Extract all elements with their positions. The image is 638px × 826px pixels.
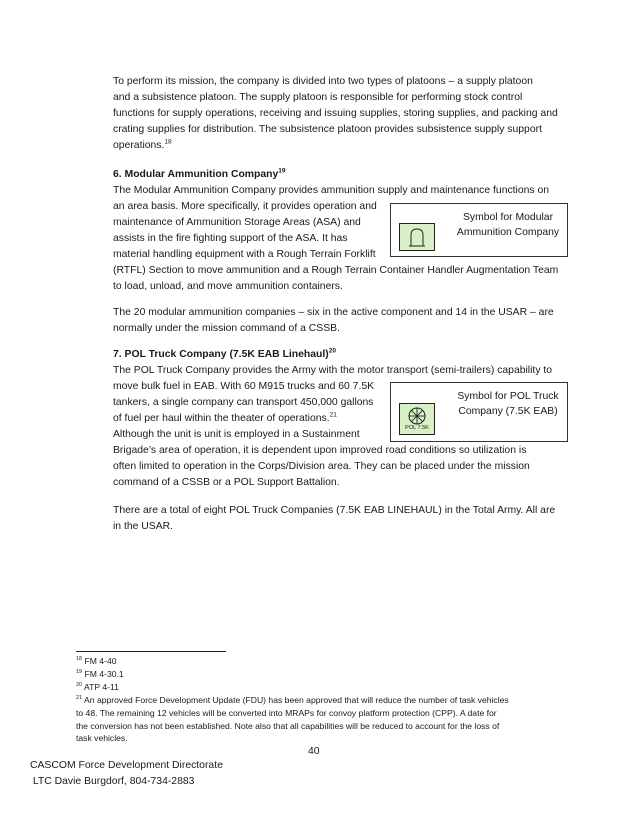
section6-line: material handling equipment with a Rough Terrain Forklift (113, 249, 376, 260)
text-line: operations.$^{18}$ (113, 138, 172, 151)
footer-contact: LTC Davie Burgdorf, 804-734-2883 (30, 776, 195, 787)
section7-line: of fuel per haul within the theater of operations.$^{21}$ (113, 411, 337, 424)
pol-truck-symbol-box (390, 382, 568, 442)
section7-line: often limited to operation in the Corps/Division area. They can be placed under the mission (113, 461, 530, 472)
footnote-separator (76, 651, 226, 652)
section6-line: assists in the fire fighting support of the ASA. It has (113, 233, 348, 244)
pol-symbol-text: POL 7.5K (405, 425, 429, 431)
text-line: and a subsistence platoon. The supply platoon is responsible for performing stock control (113, 92, 523, 103)
section6-line: an area basis. More specifically, it provides operation and (113, 201, 377, 212)
text-line: crating supplies for distribution. The subsistence platoon provides subsistence supply support (113, 124, 542, 135)
footnote-19: $^{19}$ FM 4-30.1 (76, 669, 124, 679)
ammunition-count-paragraph: The 20 modular ammunition companies – six in the active component and 14 in the USAR – are normally under the mission command of a CSSB. (113, 307, 554, 334)
modular-ammunition-symbol-box (390, 203, 568, 257)
section7-line: command of a CSSB or a POL Support Battalion. (113, 477, 340, 488)
footnote-ref[interactable]: 21 (329, 411, 337, 419)
section7-line: tankers, a single company can transport 450,000 gallons (113, 397, 374, 408)
section6-line: (RTFL) Section to move ammunition and a Rough Terrain Container Handler Augmentation Team (113, 265, 559, 276)
page-number: 40 (308, 746, 320, 757)
intro-paragraph (113, 74, 563, 154)
section7-line: The POL Truck Company provides the Army with the motor transport (semi-trailers) capability to (113, 365, 553, 376)
text-line: To perform its mission, the company is divided into two types of platoons – a supply platoon (113, 76, 533, 87)
section7-line: move bulk fuel in EAB. With 60 M915 trucks and 60 7.5K (113, 381, 375, 392)
footnote-ref[interactable]: 20 (328, 347, 336, 355)
ammunition-glyph-icon (400, 224, 434, 250)
footer-directorate: CASCOM Force Development Directorate (30, 760, 223, 771)
section7-line: Although the unit is unit is employed in a Sustainment (113, 429, 360, 440)
footnote-ref[interactable]: 19 (278, 167, 286, 175)
section-heading-pol-truck: 7. POL Truck Company (7.5K EAB Linehaul)$^{20}$ (113, 347, 336, 360)
pol-truck-count-paragraph: There are a total of eight POL Truck Companies (7.5K EAB LINEHAUL) in the Total Army. All are in the USAR. (113, 505, 556, 532)
footnote-21: $^{21}$ An approved Force Development Update (FDU) has been approved that will reduce the number of task vehicles to 48. The remaining 12 vehicles will be converted into MRAPs for convoy platform protection (CPP). A date for the conversion has not been established. Note also that all capabilities will be reduced to account for the loss of task vehicles. (76, 695, 509, 744)
section6-line: The Modular Ammunition Company provides ammunition supply and maintenance functions on (113, 185, 550, 196)
section6-line: to load, unload, and move ammunition containers. (113, 281, 343, 292)
ammunition-unit-symbol-icon (399, 223, 435, 251)
section6-line: maintenance of Ammunition Storage Areas (ASA) and (113, 217, 361, 228)
section7-line: Brigade’s area of operation, it is dependent upon improved road conditions so utilization is (113, 445, 527, 456)
pol-truck-unit-symbol-icon (399, 403, 435, 435)
symbol-caption: Symbol for Modular Ammunition Company (456, 212, 560, 238)
footnote-18: $^{18}$ FM 4-40 (76, 656, 117, 666)
symbol-caption: Symbol for POL Truck Company (7.5K EAB) (457, 391, 559, 417)
footnote-ref[interactable]: 18 (164, 138, 172, 146)
section-heading-modular-ammunition: 6. Modular Ammunition Company$^{19}$ (113, 167, 286, 180)
footnote-20: $^{20}$ ATP 4-11 (76, 682, 119, 692)
text-line: functions for supply operations, receiving and issuing supplies, storing supplies, and packing and (113, 108, 558, 119)
